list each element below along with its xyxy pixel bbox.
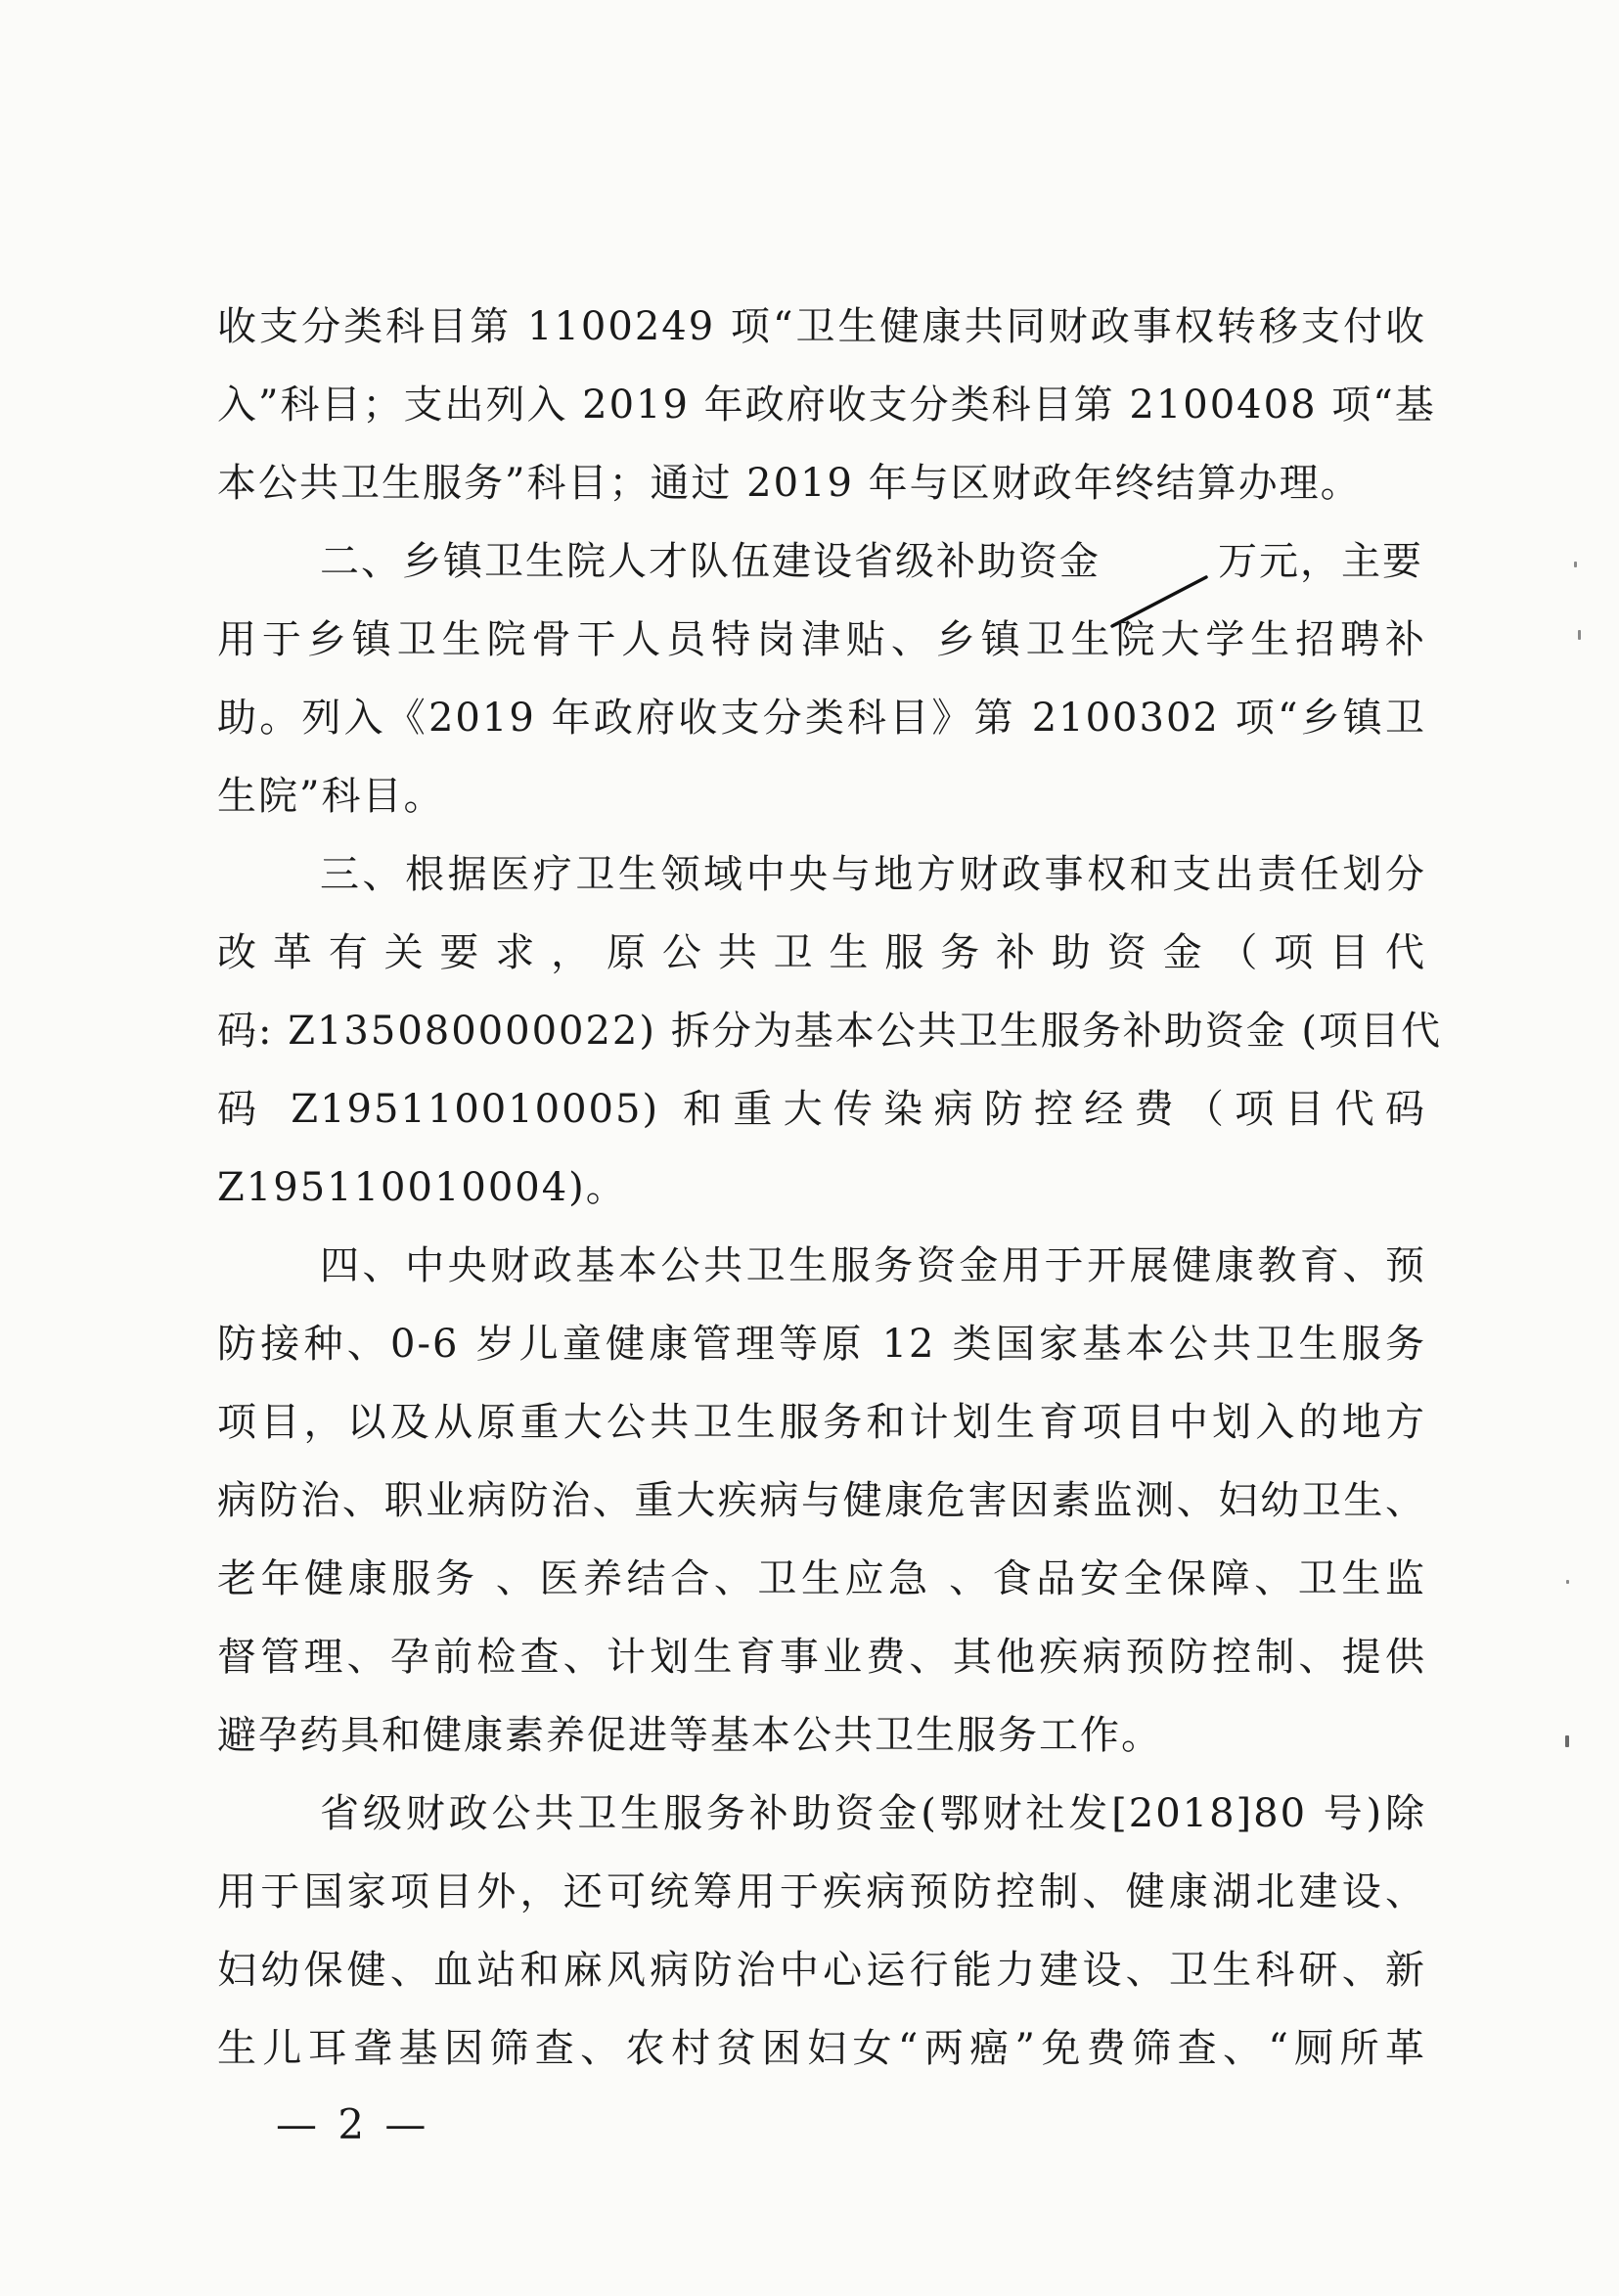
text-line-22: 妇幼保健、血站和麻风病防治中心运行能力建设、卫生科研、新: [217, 1948, 1426, 1993]
text-line-18: 督管理、孕前检查、计划生育事业费、其他疾病预防控制、提供: [217, 1635, 1426, 1680]
scan-speck: [1578, 630, 1581, 640]
scan-speck: [1574, 562, 1577, 567]
text-line-2: 入”科目；支出列入 2019 年政府收支分类科目第 2100408 项“基: [217, 383, 1436, 428]
text-line-15: 项目，以及从原重大公共卫生服务和计划生育项目中划入的地方: [217, 1400, 1426, 1445]
text-line-8: 三、根据医疗卫生领域中央与地方财政事权和支出责任划分: [320, 852, 1426, 897]
text-line-9: 改革有关要求，原公共卫生服务补助资金（项目代: [217, 930, 1426, 975]
text-line-20: 省级财政公共卫生服务补助资金(鄂财社发[2018]80 号)除: [320, 1791, 1426, 1836]
text-line-6: 助。列入《2019 年政府收支分类科目》第 2100302 项“乡镇卫: [217, 696, 1426, 741]
text-line-13: 四、中央财政基本公共卫生服务资金用于开展健康教育、预: [320, 1243, 1426, 1288]
scan-speck: [1566, 1580, 1569, 1584]
text-line-1: 收支分类科目第 1100249 项“卫生健康共同财政事权转移支付收: [217, 304, 1426, 349]
text-line-5: 用于乡镇卫生院骨干人员特岗津贴、乡镇卫生院大学生招聘补: [217, 617, 1426, 662]
text-line-12: Z195110010004)。: [217, 1165, 627, 1210]
text-line-14: 防接种、0-6 岁儿童健康管理等原 12 类国家基本公共卫生服务: [217, 1322, 1426, 1367]
scan-speck: [1565, 1735, 1569, 1747]
page-number: — 2 —: [276, 2100, 430, 2148]
text-line-4-end: 万元，主要: [1218, 539, 1423, 584]
text-line-23: 生儿耳聋基因筛查、农村贫困妇女“两癌”免费筛查、“厕所革: [217, 2026, 1426, 2071]
text-line-4: [320, 532, 1426, 591]
text-line-7: 生院”科目。: [217, 774, 445, 819]
text-line-21: 用于国家项目外，还可统筹用于疾病预防控制、健康湖北建设、: [217, 1869, 1426, 1914]
amount-blank: [1101, 573, 1218, 574]
text-line-4-start: 二、乡镇卫生院人才队伍建设省级补助资金: [320, 539, 1101, 584]
text-line-17: 老年健康服务 、医养结合、卫生应急 、食品安全保障、卫生监: [217, 1556, 1426, 1601]
text-line-10: 码: Z135080000022) 拆分为基本公共卫生服务补助资金 (项目代: [217, 1009, 1443, 1054]
text-line-19: 避孕药具和健康素养促进等基本公共卫生服务工作。: [217, 1713, 1162, 1758]
text-line-3: 本公共卫生服务”科目；通过 2019 年与区财政年终结算办理。: [217, 461, 1362, 506]
text-line-16: 病防治、职业病防治、重大疾病与健康危害因素监测、妇幼卫生、: [217, 1478, 1426, 1523]
text-line-11: 码 Z195110010005) 和重大传染病防控经费（项目代码: [217, 1087, 1426, 1132]
